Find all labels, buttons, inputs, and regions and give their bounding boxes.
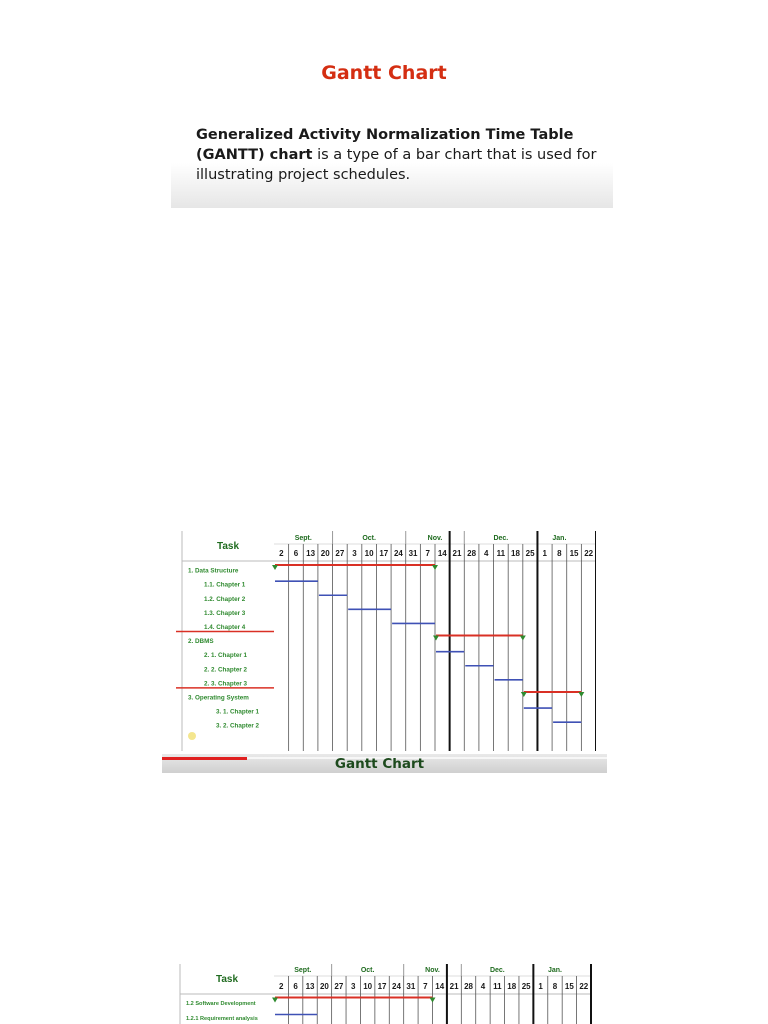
week-label: 8: [557, 549, 562, 558]
summary-task-label: 2. DBMS: [188, 638, 214, 646]
task-label: 1.1. Chapter 1: [204, 581, 246, 589]
week-label: 20: [320, 549, 330, 558]
month-label: Nov.: [425, 967, 440, 974]
gantt-video-frame[interactable]: [162, 525, 607, 773]
week-label: 21: [452, 549, 462, 558]
week-label: 13: [306, 549, 316, 558]
month-label: Dec.: [489, 967, 505, 974]
month-label: Oct.: [360, 967, 375, 974]
week-label: 14: [435, 982, 445, 991]
month-label: Jan.: [547, 967, 562, 974]
task-label: 2. 2. Chapter 2: [204, 666, 248, 674]
week-label: 17: [377, 982, 387, 991]
task-label: 3. 1. Chapter 1: [216, 708, 260, 716]
task-label: 2. 1. Chapter 1: [204, 652, 248, 660]
month-label: Sept.: [294, 967, 312, 974]
week-label: 4: [480, 982, 486, 991]
week-label: 22: [584, 549, 594, 558]
week-label: 24: [393, 549, 403, 558]
summary-start-arrow: [521, 692, 527, 697]
week-label: 1: [542, 549, 547, 558]
week-label: 28: [464, 982, 473, 991]
week-label: 25: [525, 549, 535, 558]
task-label: 1.4. Chapter 4: [204, 623, 246, 631]
definition-term: Generalized Activity Normalization Time Table (GANTT) chart: [196, 127, 574, 163]
summary-task-label: 1. Data Structure: [188, 567, 239, 575]
week-label: 2: [278, 982, 284, 991]
week-label: 8: [552, 982, 558, 991]
summary-end-arrow: [432, 565, 438, 570]
week-label: 18: [511, 549, 520, 558]
week-label: 11: [496, 549, 506, 558]
gantt-chart-2: [176, 962, 600, 1024]
week-label: 31: [406, 982, 416, 991]
week-label: 3: [352, 549, 357, 558]
page-title: Gantt Chart: [321, 62, 447, 84]
summary-start-arrow: [433, 636, 439, 641]
task-column-header: Task: [215, 974, 239, 985]
week-label: 13: [305, 982, 315, 991]
summary-end-arrow: [430, 998, 436, 1003]
task-label: 3. 2. Chapter 2: [216, 722, 260, 730]
summary-start-arrow: [272, 998, 278, 1003]
cursor-highlight: [188, 732, 196, 740]
definition-text: [196, 125, 601, 185]
task-label: 1.2. Chapter 2: [204, 595, 246, 603]
week-label: 27: [335, 549, 345, 558]
gantt-chart-2-frame: [176, 962, 600, 1024]
week-label: 2: [279, 549, 284, 558]
week-label: 22: [579, 982, 589, 991]
month-label: Sept.: [294, 535, 312, 542]
week-label: 17: [379, 549, 389, 558]
week-label: 15: [564, 982, 574, 991]
task-label: 1.2.1 Requirement analysis: [186, 1016, 258, 1022]
week-label: 10: [363, 982, 373, 991]
week-label: 1: [538, 982, 543, 991]
week-label: 24: [392, 982, 401, 991]
week-label: 4: [484, 549, 489, 558]
week-label: 20: [319, 982, 329, 991]
month-label: Dec.: [493, 535, 509, 542]
month-label: Oct.: [362, 535, 376, 542]
summary-end-arrow: [520, 636, 526, 641]
week-label: 6: [293, 982, 298, 991]
summary-task-label: 3. Operating System: [188, 694, 249, 702]
month-label: Jan.: [552, 535, 567, 542]
definition-box: [171, 108, 613, 208]
week-label: 21: [449, 982, 459, 991]
week-label: 18: [507, 982, 517, 991]
month-label: Nov.: [427, 535, 443, 542]
video-control-bar[interactable]: [162, 754, 607, 773]
task-column-header: Task: [216, 541, 240, 552]
week-label: 14: [437, 549, 447, 558]
week-label: 11: [493, 982, 502, 991]
gantt-chart-1: [176, 529, 596, 751]
week-label: 7: [425, 549, 430, 558]
summary-start-arrow: [272, 565, 278, 570]
week-label: 31: [408, 549, 418, 558]
week-label: 28: [467, 549, 477, 558]
week-label: 3: [351, 982, 356, 991]
definition-body: is a type of a bar chart that is used for illustrating project schedules.: [196, 147, 597, 183]
task-label: 1.3. Chapter 3: [204, 609, 246, 617]
week-label: 15: [569, 549, 579, 558]
week-label: 6: [293, 549, 299, 558]
week-label: 10: [364, 549, 374, 558]
summary-end-arrow: [578, 692, 584, 697]
video-caption: Gantt Chart: [334, 756, 425, 772]
week-label: 7: [423, 982, 428, 991]
week-label: 27: [334, 982, 344, 991]
summary-task-label: 1.2 Software Development: [186, 1001, 256, 1007]
task-label: 2. 3. Chapter 3: [204, 680, 248, 688]
week-label: 25: [521, 982, 531, 991]
